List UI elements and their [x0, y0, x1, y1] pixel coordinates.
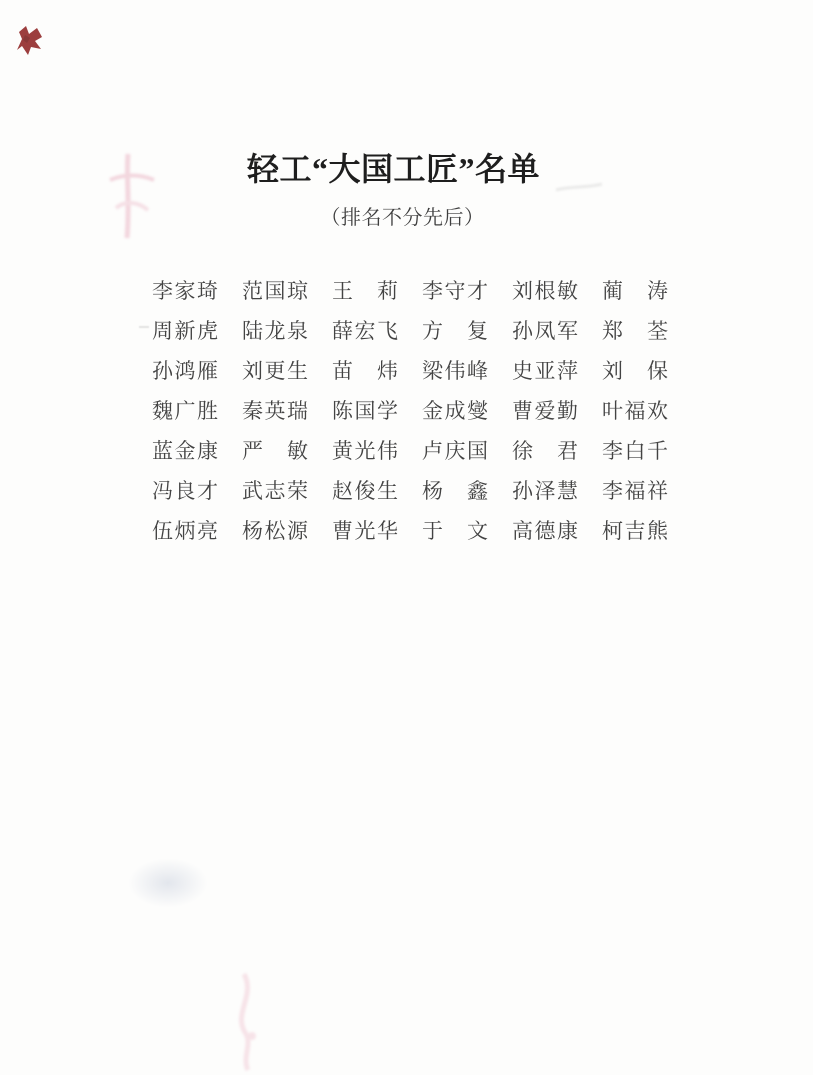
craftsman-name: 曹爱勤	[512, 399, 578, 423]
craftsman-name: 冯良才	[152, 479, 218, 503]
craftsman-name: 孙泽慧	[512, 479, 578, 503]
craftsman-name: 孙鸿雁	[152, 359, 218, 383]
craftsman-name: 王 莉	[332, 279, 398, 303]
craftsman-name: 徐 君	[512, 439, 578, 463]
craftsman-name: 苗 炜	[332, 359, 398, 383]
craftsman-name: 黄光伟	[332, 439, 398, 463]
craftsman-name: 郑 荃	[602, 319, 668, 343]
craftsman-name: 方 复	[422, 319, 488, 343]
blue-gray-smudge	[128, 858, 208, 908]
craftsman-name: 曹光华	[332, 519, 398, 543]
craftsman-name: 金成燮	[422, 399, 488, 423]
craftsman-name: 高德康	[512, 519, 578, 543]
page-subtitle: （排名不分先后）	[320, 207, 485, 229]
craftsman-name: 于 文	[422, 519, 488, 543]
craftsman-name: 孙凤军	[512, 319, 578, 343]
craftsman-name: 陈国学	[332, 399, 398, 423]
craftsman-name: 杨 鑫	[422, 479, 488, 503]
craftsman-name: 李家琦	[152, 279, 218, 303]
craftsman-name: 范国琼	[242, 279, 308, 303]
pink-squiggle-smudge	[222, 972, 270, 1072]
craftsman-name: 刘更生	[242, 359, 308, 383]
craftsman-name: 梁伟峰	[422, 359, 488, 383]
craftsman-name: 史亚萍	[512, 359, 578, 383]
gray-dash-artifact	[139, 326, 149, 328]
craftsman-name: 叶福欢	[602, 399, 668, 423]
craftsman-name: 蔺 涛	[602, 279, 668, 303]
craftsman-name: 卢庆国	[422, 439, 488, 463]
craftsman-name: 伍炳亮	[152, 519, 218, 543]
craftsman-name: 薛宏飞	[332, 319, 398, 343]
craftsman-name: 武志荣	[242, 479, 308, 503]
craftsman-name: 李福祥	[602, 479, 668, 503]
craftsman-name: 蓝金康	[152, 439, 218, 463]
craftsman-name: 李守才	[422, 279, 488, 303]
craftsman-name: 刘根敏	[512, 279, 578, 303]
craftsman-name: 陆龙泉	[242, 319, 308, 343]
names-grid	[152, 281, 668, 542]
craftsman-name: 李白千	[602, 439, 668, 463]
craftsman-name: 周新虎	[152, 319, 218, 343]
page-title: 轻工“大国工匠”名单	[246, 151, 540, 187]
craftsman-name: 柯吉熊	[602, 519, 668, 543]
craftsman-name: 杨松源	[242, 519, 308, 543]
craftsman-name: 刘 保	[602, 359, 668, 383]
craftsman-name: 秦英瑞	[242, 399, 308, 423]
craftsman-name: 魏广胜	[152, 399, 218, 423]
red-ink-mark	[16, 25, 44, 56]
craftsman-name: 赵俊生	[332, 479, 398, 503]
craftsman-name: 严 敏	[242, 439, 308, 463]
